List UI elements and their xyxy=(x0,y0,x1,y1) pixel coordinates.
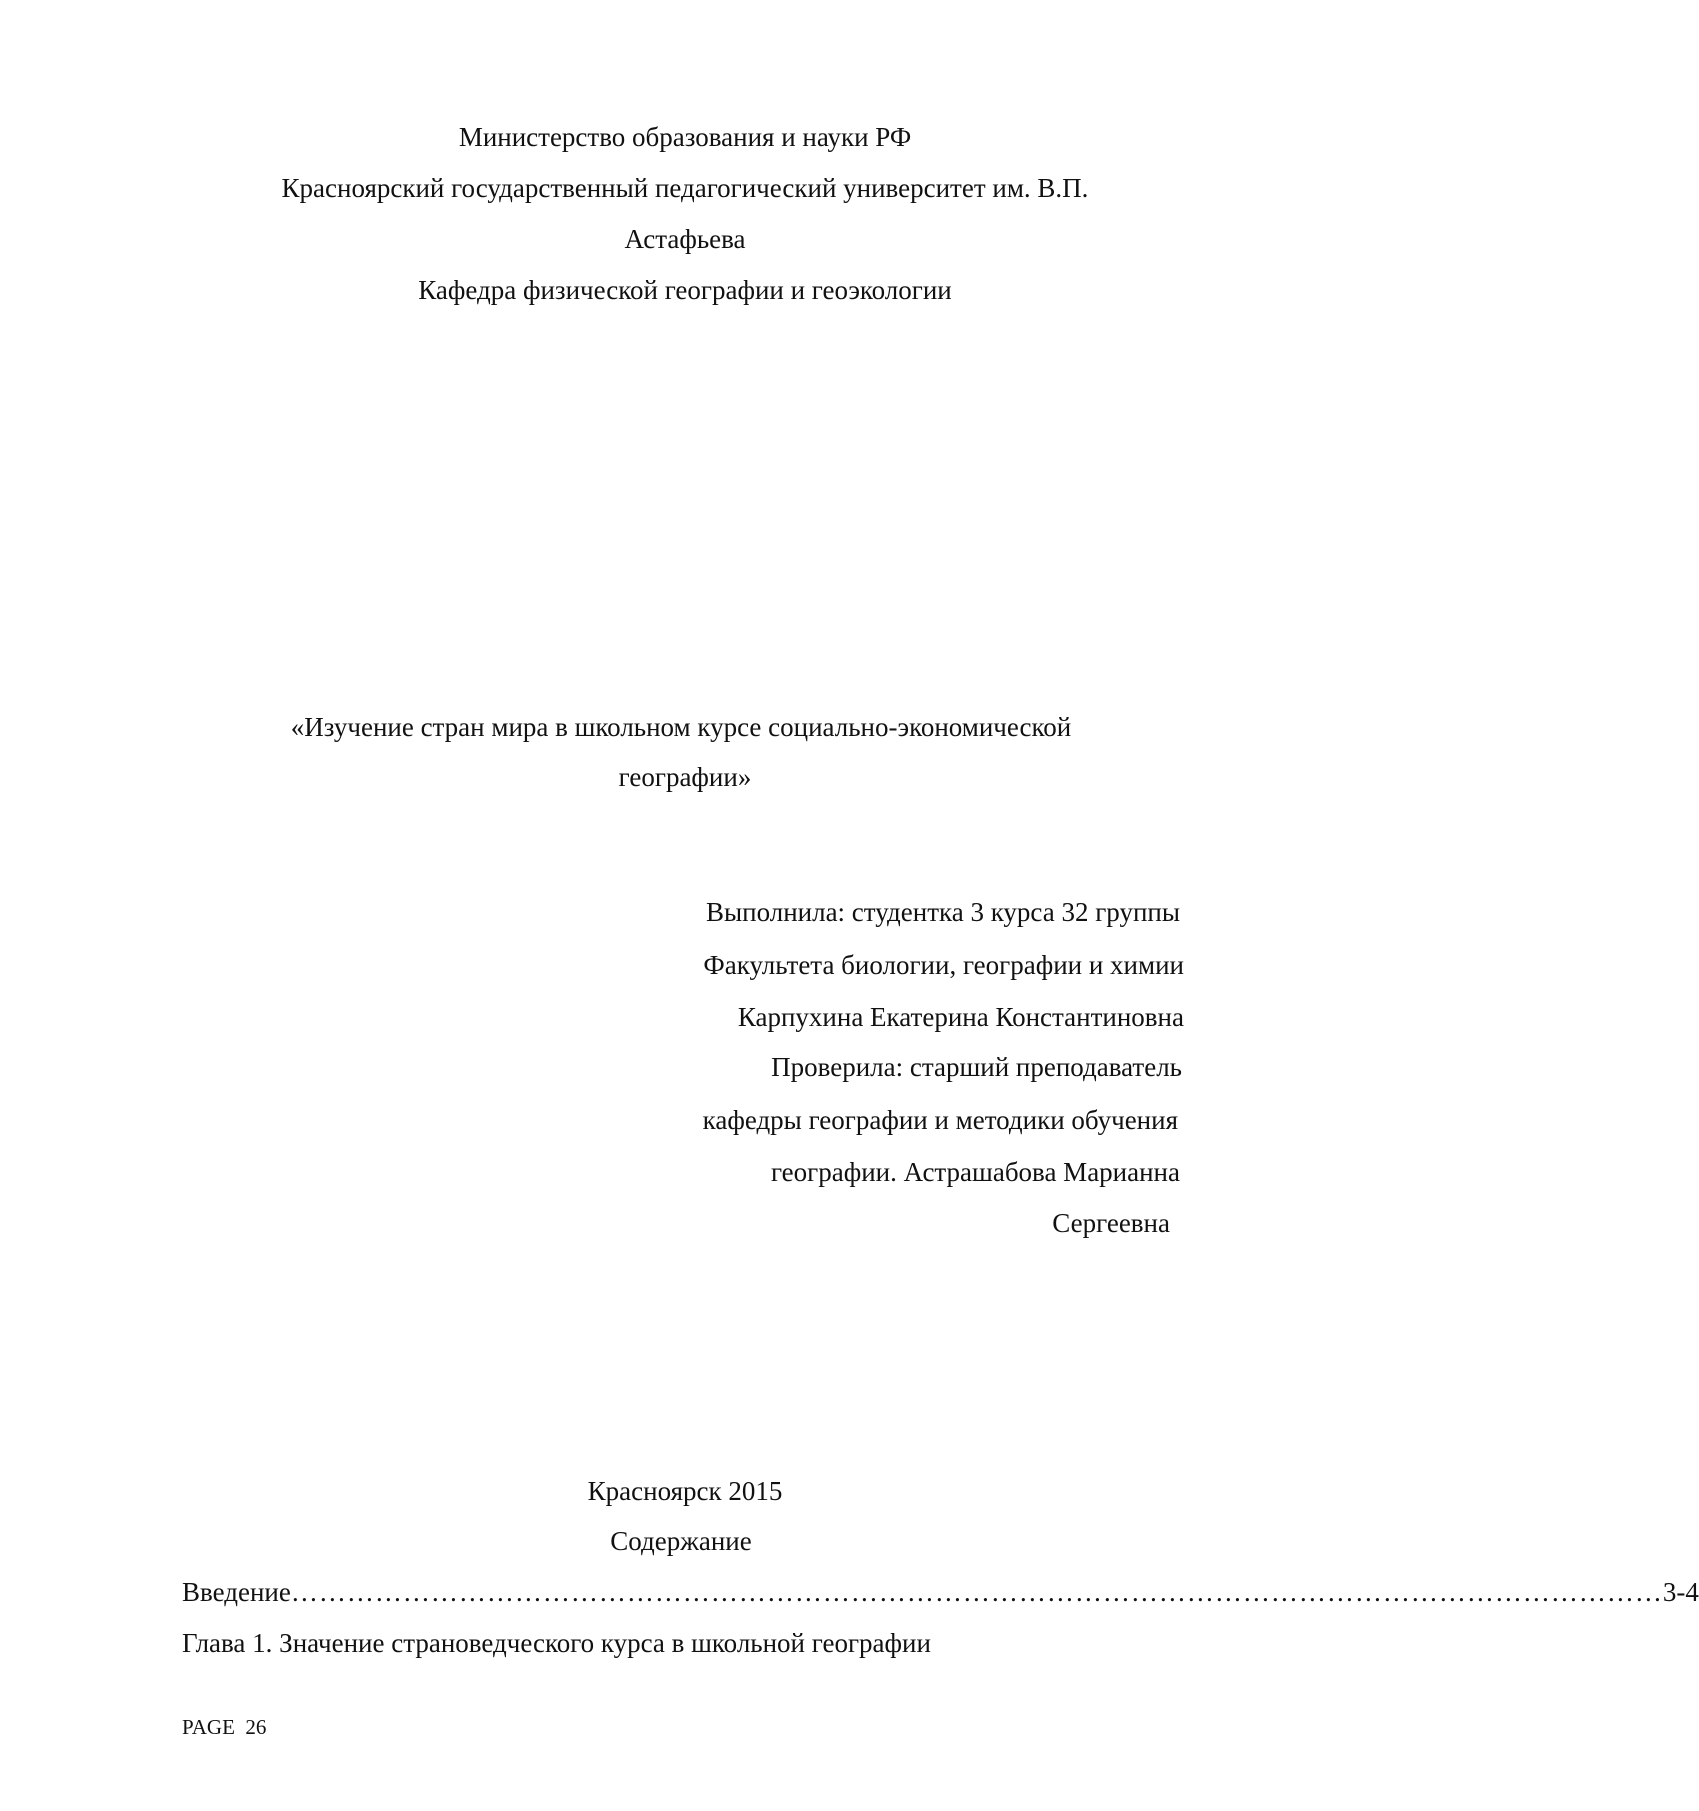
reviewer-line-1: Проверила: старший преподаватель xyxy=(771,1052,1182,1082)
author-line-2: Факультета биологии, географии и химии xyxy=(703,950,1184,980)
reviewer-line-3: географии. Астрашабова Марианна xyxy=(770,1157,1180,1187)
toc-entry-chapter-1[interactable] xyxy=(182,1626,1194,1660)
toc-entry-dots: ………………………………………………………………………………………………………………………………… xyxy=(290,1577,1663,1607)
department-line: Кафедра физической географии и геоэкологии xyxy=(418,275,952,305)
toc-entry-label: Введение xyxy=(182,1577,291,1607)
reviewer-line-4: Сергеевна xyxy=(1052,1208,1170,1238)
toc-entry-pages: 3-4 xyxy=(1662,1577,1699,1607)
page-footer xyxy=(182,1714,266,1740)
toc-entry-introduction[interactable] xyxy=(182,1575,1699,1609)
work-title-line-2: географии» xyxy=(618,762,752,792)
toc-entry-label: Глава 1. Значение страноведческого курса в школьной географии xyxy=(182,1628,931,1658)
university-line-1: Красноярский государственный педагогический университет им. В.П. xyxy=(281,173,1089,203)
author-line-1: Выполнила: студентка 3 курса 32 группы xyxy=(705,897,1180,927)
university-line-2: Астафьева xyxy=(624,224,746,254)
author-line-3: Карпухина Екатерина Константиновна xyxy=(737,1002,1184,1032)
ministry-line: Министерство образования и науки РФ xyxy=(458,122,912,152)
city-year: Красноярск 2015 xyxy=(587,1476,783,1506)
reviewer-line-2: кафедры географии и методики обучения xyxy=(702,1105,1178,1135)
work-title-line-1: «Изучение стран мира в школьном курсе социально-экономической xyxy=(290,712,1072,742)
contents-heading: Содержание xyxy=(610,1526,752,1556)
page-number: 26 xyxy=(245,1715,267,1739)
page-field-label: PAGE xyxy=(182,1715,235,1739)
